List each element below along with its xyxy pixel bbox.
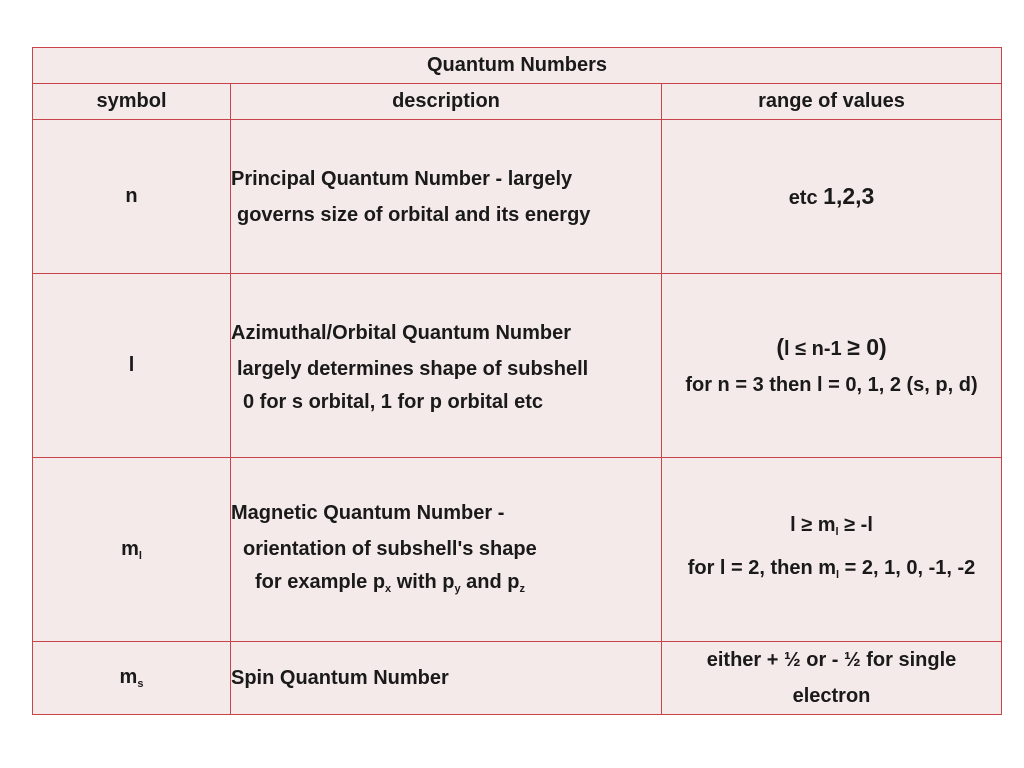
table-row [33,642,1002,715]
description-line: orientation of subshell's shape [243,538,537,560]
symbol-cell [33,274,231,458]
range-open-paren: ( [776,333,784,360]
range-line: either + ½ or - ½ for single [706,649,957,671]
description-cell [231,274,662,458]
description-line: Magnetic Quantum Number - [231,502,505,524]
range-text: ≥ -l [838,513,873,536]
range-cell [662,120,1002,274]
symbol-subscript: l [138,549,142,562]
description-cell [231,642,662,715]
symbol-cell [33,120,231,274]
subscript: l [836,568,840,581]
description-line: governs size of orbital and its energy [237,203,591,226]
description-line: Principal Quantum Number - largely [231,167,573,190]
subscript: z [519,583,526,595]
symbol-subscript: s [137,678,144,690]
range-ge-zero: ≥ 0) [847,333,887,360]
header-description: description [231,84,662,120]
description-cell [231,120,662,274]
range-line [662,507,1001,550]
table-row [33,120,1002,274]
subscript: l [835,525,839,538]
range-text: l ≥ m [790,513,836,536]
symbol-text: m [121,537,139,560]
header-range: range of values [662,84,1002,120]
description-text: for example p [255,571,386,593]
description-line: 0 for s orbital, 1 for p orbital etc [243,390,544,413]
range-values: 1,2,3 [823,182,875,209]
description-line: Azimuthal/Orbital Quantum Number [231,321,572,344]
symbol-cell [33,458,231,642]
subscript: y [454,583,461,595]
symbol-text: m [119,666,138,688]
table-row [33,458,1002,642]
range-line [662,550,1001,593]
symbol-text: l [128,354,135,376]
symbol-cell [33,642,231,715]
quantum-numbers-table [32,47,1002,715]
table-header-row [33,84,1002,120]
description-line: Spin Quantum Number [231,667,449,689]
range-line [662,329,1001,367]
range-text: = 2, 1, 0, -1, -2 [839,556,976,579]
description-cell [231,458,662,642]
header-symbol: symbol [33,84,231,120]
range-line: electron [792,685,871,707]
table-title-row [33,48,1002,84]
range-cell [662,642,1002,715]
description-line [231,567,661,604]
subscript: x [385,583,392,595]
range-cell [662,458,1002,642]
description-text: and p [460,571,520,593]
table-title: Quantum Numbers [33,48,1002,84]
range-text: for l = 2, then m [687,556,837,579]
range-prefix: etc [788,186,824,209]
range-expression: l ≤ n-1 [784,337,848,360]
range-cell [662,274,1002,458]
range-line: for n = 3 then l = 0, 1, 2 (s, p, d) [685,373,978,396]
table-row [33,274,1002,458]
symbol-text: n [125,185,138,207]
description-text: with p [391,571,455,593]
description-line: largely determines shape of subshell [237,357,589,380]
